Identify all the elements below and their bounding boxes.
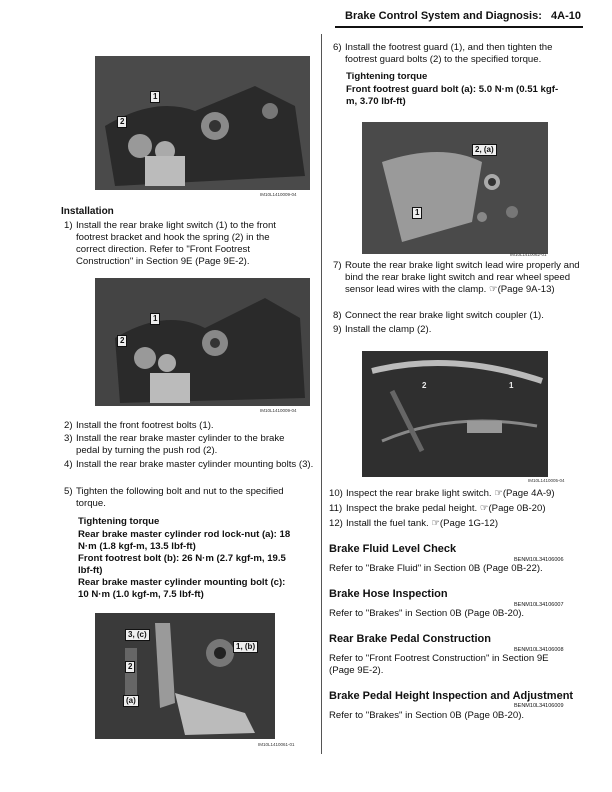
section-code: BENM10L34106007 — [514, 602, 564, 608]
photo-shapes — [95, 613, 275, 739]
photo-brake-switch — [95, 56, 310, 190]
section-title: Brake Pedal Height Inspection and Adjustment — [329, 690, 574, 702]
section-text: Refer to "Front Footrest Construction" in Section 9E (Page 9E-2). — [329, 653, 549, 676]
installation-heading: Installation — [61, 206, 114, 217]
step-3: 3) Install the rear brake master cylinder to the brake pedal by turning the push rod (2). — [64, 433, 285, 456]
photo-caption: IM10L1410061-01 — [258, 742, 295, 747]
callout-1: 1 — [150, 313, 160, 325]
photo-caption: IM10L1410062-01 — [510, 252, 547, 257]
callout-3c: 3, (c) — [125, 629, 150, 641]
section-text: Refer to "Brakes" in Section 0B (Page 0B-20). — [329, 608, 525, 619]
torque-line: m, 3.70 lbf-ft) — [346, 96, 406, 107]
section-code: BENM10L34106006 — [514, 557, 564, 563]
step-6: 6) Install the footrest guard (1), and then tighten the footrest guard bolts (2) to the specified torque. — [333, 42, 553, 65]
section-text: Refer to "Brake Fluid" in Section 0B (Page 0B-22). — [329, 563, 543, 574]
photo-footrest — [95, 278, 310, 406]
photo-caption: IM10L1410005-04 — [528, 478, 565, 483]
torque-line: Front footrest bolt (b): 26 N·m (2.7 kgf-m, 19.5 — [78, 553, 286, 564]
step-12: 12) Install the fuel tank. ☞(Page 1G-12) — [329, 518, 499, 529]
section-title: Brake Fluid Level Check — [329, 543, 457, 555]
section-title: Brake Hose Inspection — [329, 588, 448, 600]
torque-line: lbf-ft) — [78, 565, 103, 576]
step-7: 7) Route the rear brake light switch lead wire properly and bind the rear brake light switch and rear wheel speed sensor lead wires with the clamp. ☞(Page 9A-13) — [333, 260, 580, 295]
callout-2: 2 — [117, 335, 127, 347]
callout-1b: 1, (b) — [233, 641, 258, 653]
step-4: 4) Install the rear brake master cylinder mounting bolts (3). — [64, 459, 314, 470]
callout-2: 2 — [125, 661, 135, 673]
torque-line: Rear brake master cylinder mounting bolt (c): — [78, 577, 286, 588]
callout-2a: 2, (a) — [472, 144, 497, 156]
torque-line: Rear brake master cylinder rod lock-nut (a): 18 — [78, 529, 291, 540]
page-header — [335, 8, 583, 28]
callout-2: 2 — [422, 381, 427, 390]
photo-shapes — [362, 351, 548, 477]
step-11: 11) Inspect the brake pedal height. ☞(Page 0B-20) — [329, 503, 546, 514]
step-2: 2) Install the front footrest bolts (1). — [64, 420, 214, 431]
torque-line: N·m (1.8 kgf-m, 13.5 lbf-ft) — [78, 541, 196, 552]
callout-1: 1 — [150, 91, 160, 103]
photo-master-cylinder — [95, 613, 275, 739]
step-9: 9) Install the clamp (2). — [333, 324, 432, 335]
torque-line: 10 N·m (1.0 kgf-m, 7.5 lbf-ft) — [78, 589, 204, 600]
torque-line: Front footrest guard bolt (a): 5.0 N·m (0.51 kgf- — [346, 84, 559, 95]
step-8: 8) Connect the rear brake light switch coupler (1). — [333, 310, 544, 321]
step-5: 5) Tighten the following bolt and nut to the specified torque. — [64, 486, 284, 509]
section-code: BENM10L34106008 — [514, 647, 564, 653]
section-code: BENM10L34106009 — [514, 703, 564, 709]
torque-title: Tightening torque — [346, 71, 428, 82]
torque-title: Tightening torque — [78, 516, 160, 527]
photo-caption: IM10L1410009-04 — [260, 192, 297, 197]
photo-shapes — [362, 122, 548, 254]
step-10: 10) Inspect the rear brake light switch. ☞(Page 4A-9) — [329, 488, 555, 499]
photo-caption: IM10L1410009-04 — [260, 408, 297, 413]
column-divider — [321, 34, 322, 754]
callout-1: 1 — [509, 381, 514, 390]
section-title: Rear Brake Pedal Construction — [329, 633, 491, 645]
photo-wire-clamp — [362, 351, 548, 477]
header-title: Brake Control System and Diagnosis: 4A-10 — [345, 10, 581, 22]
section-text: Refer to "Brakes" in Section 0B (Page 0B-20). — [329, 710, 525, 721]
callout-1: 1 — [412, 207, 422, 219]
step-1: 1) Install the rear brake light switch (1) to the front footrest bracket and hook the spring (2) in the correct direction. Refer to "Front Footrest Construction" in Section 9E (Page 9E-2). — [64, 220, 276, 267]
photo-footrest-guard — [362, 122, 548, 254]
callout-a: (a) — [123, 695, 139, 707]
callout-2: 2 — [117, 116, 127, 128]
